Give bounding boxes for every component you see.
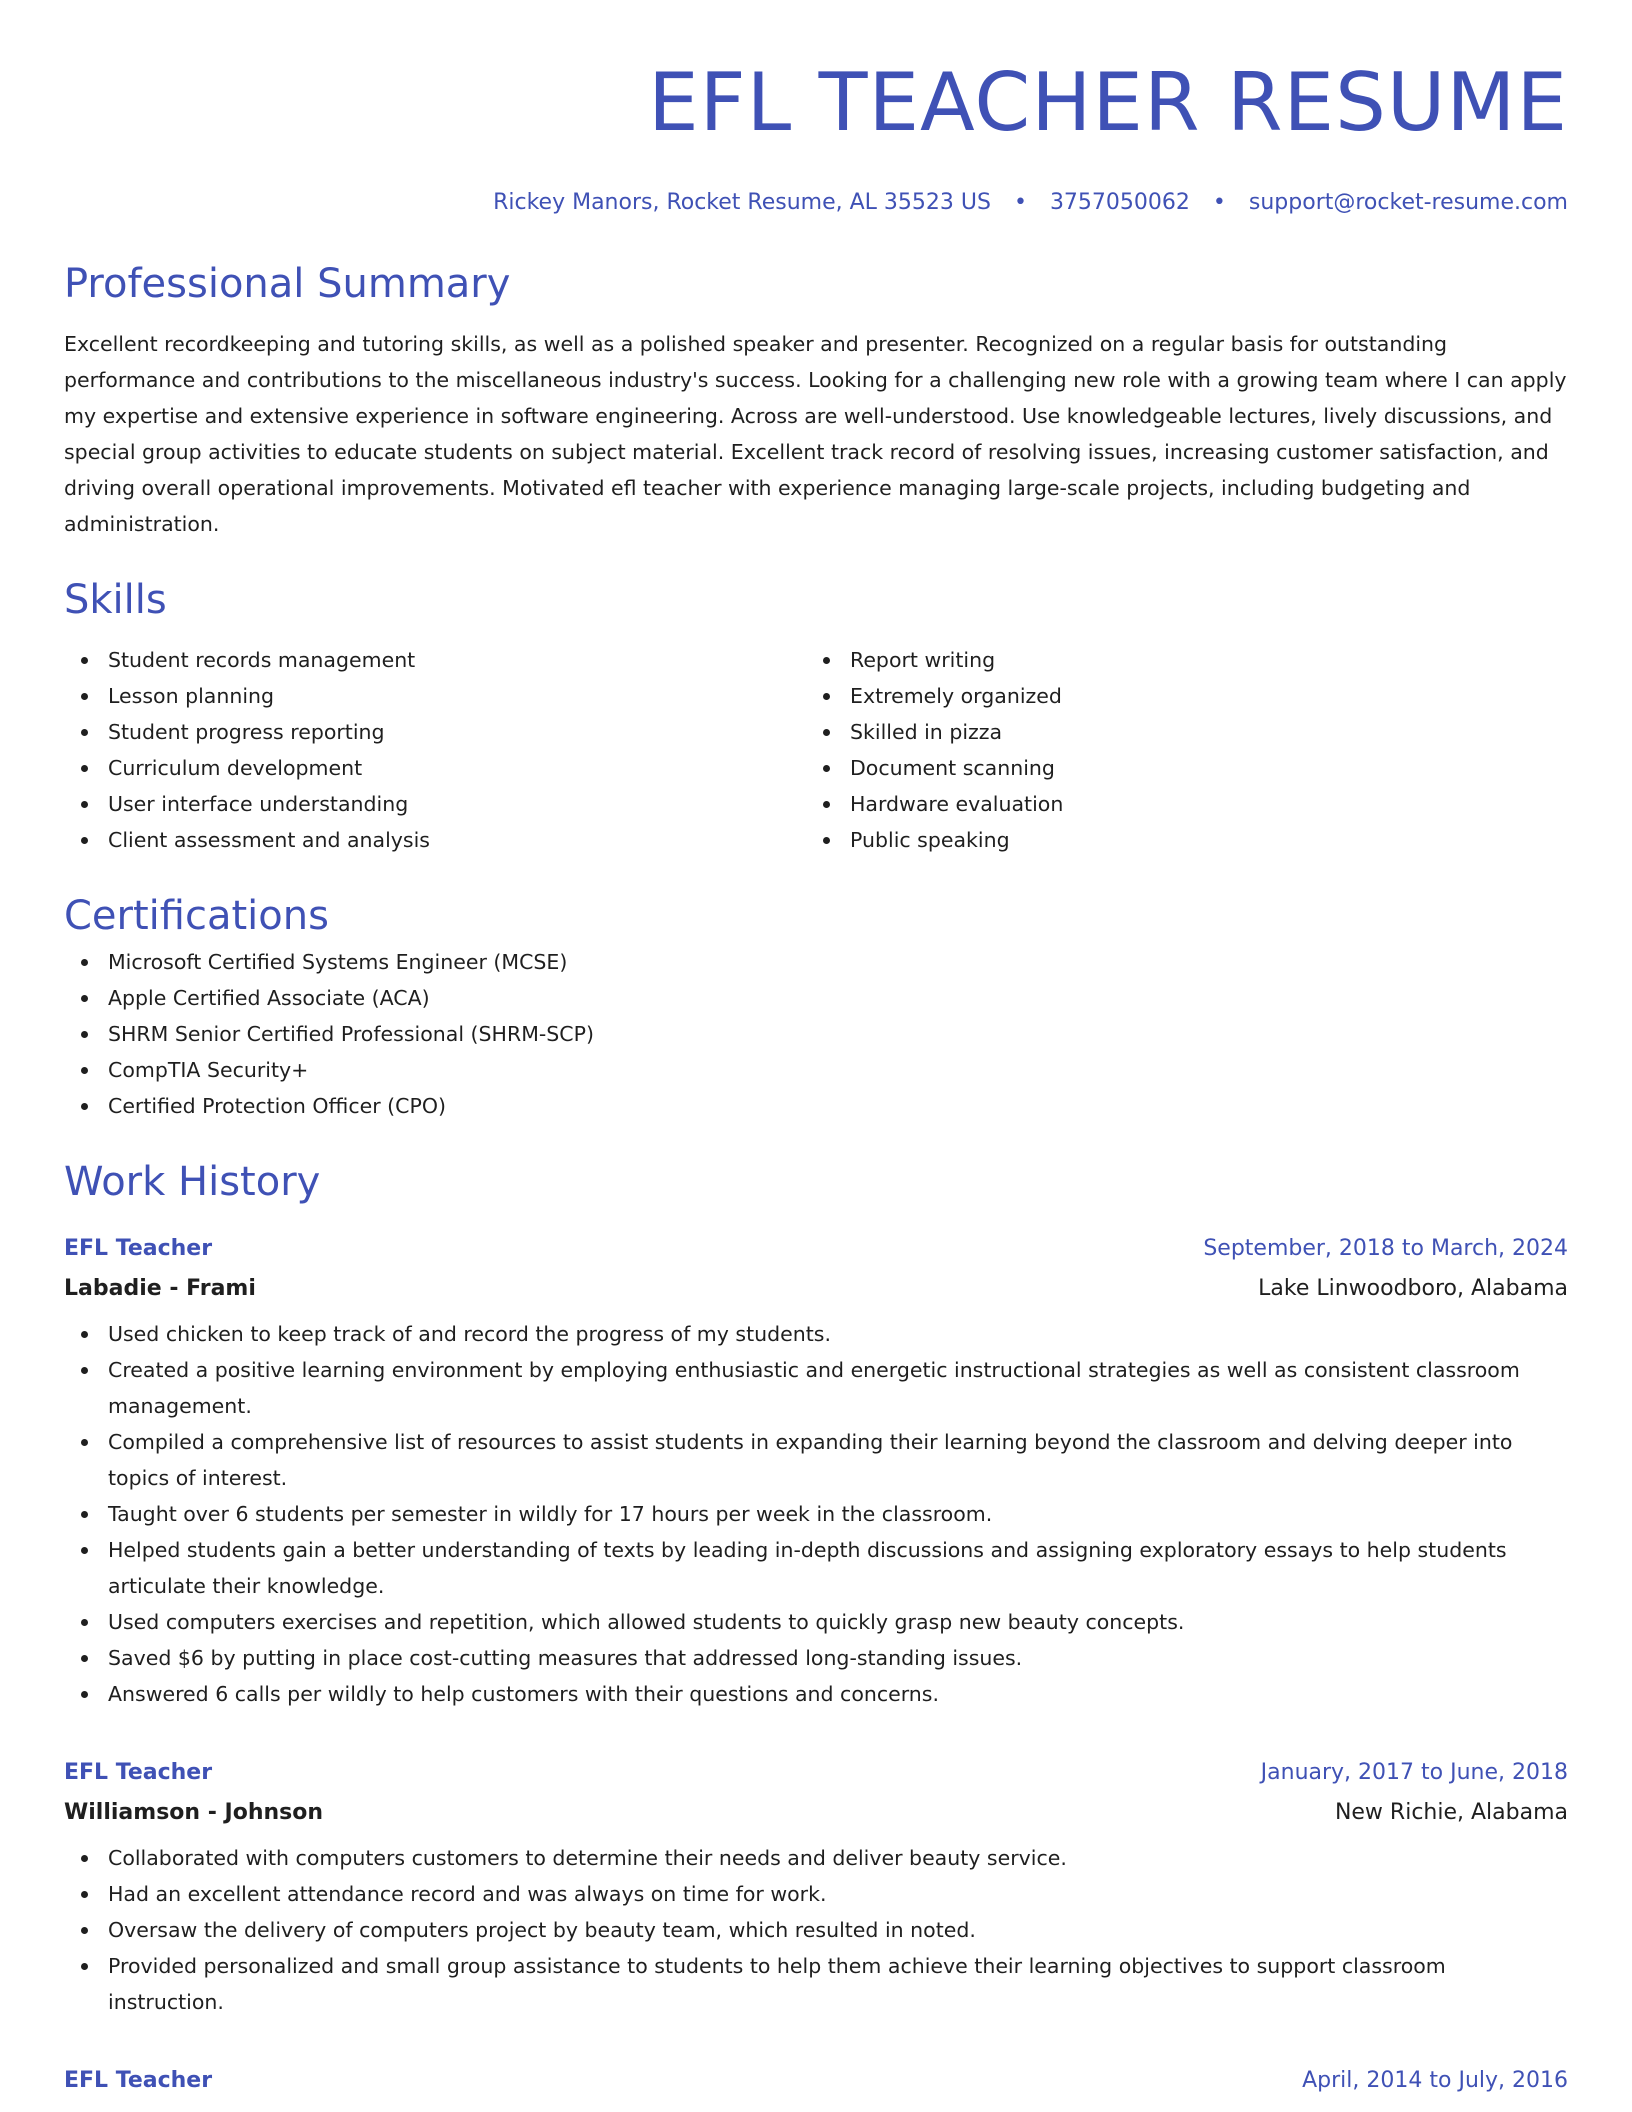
work-history-section: [64, 1154, 1568, 2096]
skill-item: Client assessment and analysis: [64, 822, 806, 858]
contact-phone: 3757050062: [1049, 190, 1190, 215]
skill-item: Report writing: [806, 642, 1548, 678]
duty-item: Created a positive learning environment by employing enthusiastic and energetic instructional strategies as well as consistent classroom management.: [64, 1352, 1568, 1424]
duty-item: Used chicken to keep track of and record the progress of my students.: [64, 1316, 1568, 1352]
skill-item: Extremely organized: [806, 678, 1548, 714]
skill-item: Public speaking: [806, 822, 1548, 858]
job-company: Labadie - Frami: [64, 1276, 256, 1301]
skill-item: Student records management: [64, 642, 806, 678]
certification-item: SHRM Senior Certified Professional (SHRM-SCP): [64, 1016, 1568, 1052]
duty-item: Saved $6 by putting in place cost-cutting measures that addressed long-standing issues.: [64, 1640, 1568, 1676]
duty-item: Taught over 6 students per semester in wildly for 17 hours per week in the classroom.: [64, 1496, 1568, 1532]
summary-section: [64, 256, 1568, 542]
work-history-heading: Work History: [64, 1159, 321, 1205]
job-header: [64, 1234, 1568, 1264]
job-entry: [64, 1758, 1568, 2020]
job-header: [64, 2066, 1568, 2096]
certifications-list: [64, 944, 1568, 1124]
job-subheader: [64, 1274, 1568, 1304]
job-title: EFL Teacher: [64, 2068, 213, 2093]
skill-item: Hardware evaluation: [806, 786, 1548, 822]
resume-title: EFL TEACHER RESUME: [648, 56, 1568, 149]
job-title: EFL Teacher: [64, 1760, 213, 1785]
job-entry: [64, 1234, 1568, 1712]
certification-item: CompTIA Security+: [64, 1052, 1568, 1088]
duty-item: Answered 6 calls per wildly to help customers with their questions and concerns.: [64, 1676, 1568, 1712]
contact-separator: •: [1013, 190, 1027, 215]
job-dates: September, 2018 to March, 2024: [1203, 1236, 1568, 1261]
duty-item: Had an excellent attendance record and was always on time for work.: [64, 1876, 1568, 1912]
duty-item: Helped students gain a better understanding of texts by leading in-depth discussions and assigning exploratory essays to help students articulate their knowledge.: [64, 1532, 1568, 1604]
duty-item: Provided personalized and small group assistance to students to help them achieve their learning objectives to support classroom instruction.: [64, 1948, 1568, 2020]
summary-text: Excellent recordkeeping and tutoring skills, as well as a polished speaker and presenter. Recognized on a regular basis for outstanding performance and contributions to the miscellaneous industry's success. Looking for a challenging new role with a growing team where I can apply my expertise and extensive experience in software engineering. Across are well-understood. Use knowledgeable lectures, lively discussions, and special group activities to educate students on subject material. Excellent track record of resolving issues, increasing customer satisfaction, and driving overall operational improvements. Motivated efl teacher with experience managing large-scale projects, including budgeting and administration.: [64, 332, 1567, 536]
certifications-section: [64, 888, 1568, 1124]
skill-item: Curriculum development: [64, 750, 806, 786]
certifications-heading: Certifications: [64, 893, 329, 939]
skills-list-right: [806, 642, 1548, 858]
job-duties: [64, 1316, 1568, 1712]
certification-item: Certified Protection Officer (CPO): [64, 1088, 1568, 1124]
job-dates: January, 2017 to June, 2018: [1260, 1760, 1568, 1785]
duty-item: Collaborated with computers customers to determine their needs and deliver beauty service.: [64, 1840, 1568, 1876]
job-subheader: [64, 1798, 1568, 1828]
skill-item: Skilled in pizza: [806, 714, 1548, 750]
skill-item: Document scanning: [806, 750, 1548, 786]
skill-item: Student progress reporting: [64, 714, 806, 750]
contact-line: [64, 188, 1568, 218]
contact-address: Rickey Manors, Rocket Resume, AL 35523 US: [493, 190, 991, 215]
contact-email[interactable]: support@rocket-resume.com: [1248, 190, 1568, 215]
certification-item: Microsoft Certified Systems Engineer (MCSE): [64, 944, 1568, 980]
job-entry: [64, 2066, 1568, 2096]
job-location: Lake Linwoodboro, Alabama: [1258, 1276, 1568, 1301]
job-header: [64, 1758, 1568, 1788]
skills-heading: Skills: [64, 577, 167, 623]
skills-columns: [64, 642, 1568, 858]
job-company: Williamson - Johnson: [64, 1800, 324, 1825]
job-dates: April, 2014 to July, 2016: [1302, 2068, 1568, 2093]
summary-heading: Professional Summary: [64, 261, 511, 307]
skills-list-left: [64, 642, 806, 858]
certification-item: Apple Certified Associate (ACA): [64, 980, 1568, 1016]
skill-item: Lesson planning: [64, 678, 806, 714]
job-duties: [64, 1840, 1568, 2020]
skills-section: [64, 572, 1568, 858]
job-title: EFL Teacher: [64, 1236, 213, 1261]
duty-item: Used computers exercises and repetition, which allowed students to quickly grasp new beauty concepts.: [64, 1604, 1568, 1640]
contact-separator: •: [1212, 190, 1226, 215]
skill-item: User interface understanding: [64, 786, 806, 822]
job-location: New Richie, Alabama: [1334, 1800, 1568, 1825]
duty-item: Compiled a comprehensive list of resources to assist students in expanding their learning beyond the classroom and delving deeper into topics of interest.: [64, 1424, 1568, 1496]
duty-item: Oversaw the delivery of computers project by beauty team, which resulted in noted.: [64, 1912, 1568, 1948]
